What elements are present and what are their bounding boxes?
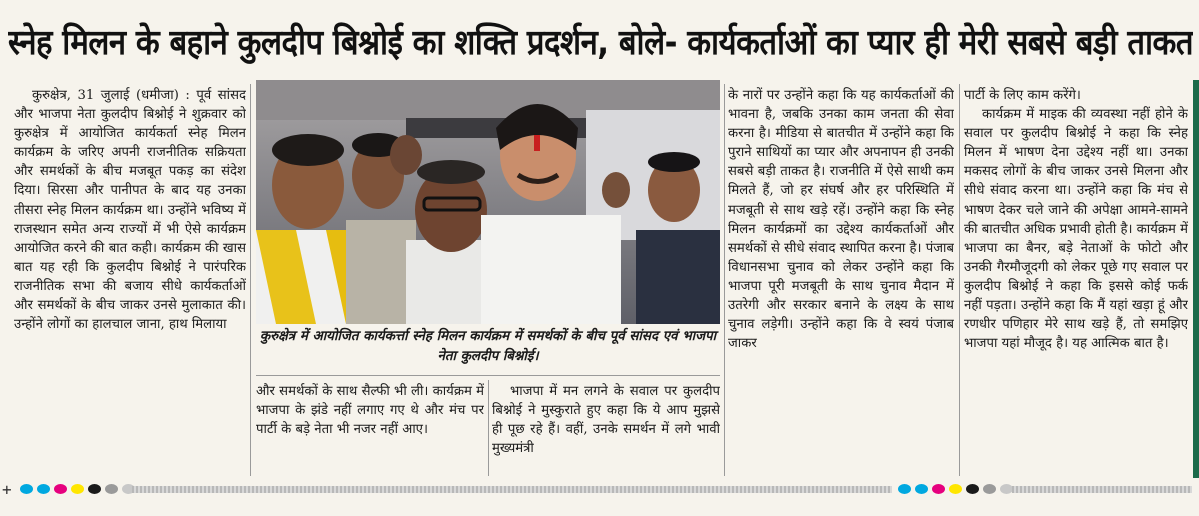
color-bar-strip [132, 486, 892, 493]
column-divider [724, 84, 725, 476]
column-5-text-b: कार्यक्रम में माइक की व्यवस्था नहीं होने के सवाल पर कुलदीप बिश्नोई ने कहा कि स्नेह मिलन में भाषण देना उद्देश्य नहीं था। उनका मकसद लोगों के बीच जाकर उनसे मिलना और सीधे संवाद करना था। उन्होंने कहा कि मंच से भाषण देकर चले जाने की अपेक्षा आमने-सामने की बातचीत अधिक प्रभावी होती है। कार्यक्रम में भाजपा का बैनर, बड़े नेताओं के फोटो और उनकी गैरमौजूदगी को लेकर पूछे गए सवाल पर कुलदीप बिश्नोई ने कहा कि इससे कोई फर्क नहीं पड़ता। उन्होंने कहा कि मैं यहां खड़ा हूं और रणधीर पणिहार मेरे साथ खड़े हैं, तो समझिए भाजपा यहां मौजूद है। यह आत्मिक बात है। [964, 107, 1188, 352]
news-photo-image [256, 80, 720, 324]
article-column-3 [492, 382, 720, 474]
column-5-text-a: पार्टी के लिए काम करेंगे। [964, 88, 1081, 103]
column-1-text: कुरुक्षेत्र, 31 जुलाई (धमीजा) : पूर्व सांसद और भाजपा नेता कुलदीप बिश्नोई ने शुक्रवार को कुरुक्षेत्र में आयोजित कार्यकर्ता स्नेह मिलन कार्यक्रम के जरिए अपनी राजनीतिक सक्रियता और समर्थकों के बीच मजबूत पकड़ का संदेश दिया। सिरसा और पानीपत के बाद यह उनका तीसरा स्नेह मिलन कार्यक्रम था। उन्होंने भविष्य में राजस्थान समेत अन्य राज्यों में भी ऐसे कार्यक्रम आयोजित करने की बात कही। कार्यक्रम की खास बात यह रही कि कुलदीप बिश्नोई ने पारंपरिक राजनीतिक सभा की बजाय सीधे कार्यकर्ताओं और समर्थकों के बीच जाकर उनसे मुलाकात की। उन्होंने लोगों का हालचाल जाना, हाथ मिलाया [14, 88, 246, 333]
article-column-4 [728, 86, 954, 474]
registration-dot [915, 484, 928, 494]
column-divider [250, 84, 251, 476]
photo-caption: कुरुक्षेत्र में आयोजित कार्यकर्त्ता स्नेह मिलन कार्यक्रम में समर्थकों के बीच पूर्व सांसद एवं भाजपा नेता कुलदीप बिश्नोई। [259, 328, 717, 364]
headline: स्नेह मिलन के बहाने कुलदीप बिश्नोई का शक्ति प्रदर्शन, बोले- कार्यकर्ताओं का प्यार ही मेरी सबसे बड़ी ताकत [8, 22, 1193, 64]
column-divider [488, 380, 489, 476]
news-photo [256, 80, 720, 324]
column-3-text: भाजपा में मन लगने के सवाल पर कुलदीप बिश्नोई ने मुस्कुराते हुए कहा कि ये आप मुझसे ही पूछ रहे हैं। वहीं, उनके समर्थन में लगे भावी मुख्यमंत्री [492, 384, 720, 457]
registration-dot [966, 484, 979, 494]
registration-marks-left [20, 484, 135, 496]
caption-divider [256, 375, 720, 376]
article-column-1 [14, 86, 246, 474]
registration-dot [71, 484, 84, 494]
registration-dot [37, 484, 50, 494]
registration-dot [105, 484, 118, 494]
color-bar-strip [1012, 486, 1192, 493]
column-divider [959, 84, 960, 476]
registration-dot [898, 484, 911, 494]
article-column-2 [256, 382, 484, 474]
registration-dot [20, 484, 33, 494]
crop-mark-icon: + [2, 480, 12, 499]
article-column-5 [964, 86, 1188, 474]
registration-dot [88, 484, 101, 494]
page-edge-strip [1193, 80, 1199, 478]
registration-dot [949, 484, 962, 494]
print-margin [0, 478, 1199, 516]
column-4-text: के नारों पर उन्होंने कहा कि यह कार्यकर्ताओं की भावना है, जबकि उनका काम जनता की सेवा करना है। मीडिया से बातचीत में उन्होंने कहा कि पुराने साथियों का प्यार और अपनापन ही उनकी सबसे बड़ी ताकत है। राजनीति में ऐसे साथी कम मिलते हैं, जो हर संघर्ष और हर परिस्थिति में मजबूती से साथ खड़े रहें। उन्होंने कहा कि स्नेह मिलन कार्यक्रमों का उद्देश्य कार्यकर्ताओं और समर्थकों से सीधे संवाद स्थापित करना है। पंजाब विधानसभा चुनाव को लेकर उन्होंने कहा कि भाजपा पूरी मजबूती के साथ चुनाव मैदान में उतरेगी और सरकार बनाने के लक्ष्य के साथ चुनाव लड़ेगी। उन्होंने कहा कि वे स्वयं पंजाब जाकर [728, 88, 954, 352]
registration-dot [983, 484, 996, 494]
registration-dot [54, 484, 67, 494]
registration-marks-right [898, 484, 1013, 496]
column-2-text: और समर्थकों के साथ सैल्फी भी ली। कार्यक्रम में भाजपा के झंडे नहीं लगाए गए थे और मंच पर पार्टी के बड़े नेता भी नजर नहीं आए। [256, 384, 484, 438]
registration-dot [932, 484, 945, 494]
